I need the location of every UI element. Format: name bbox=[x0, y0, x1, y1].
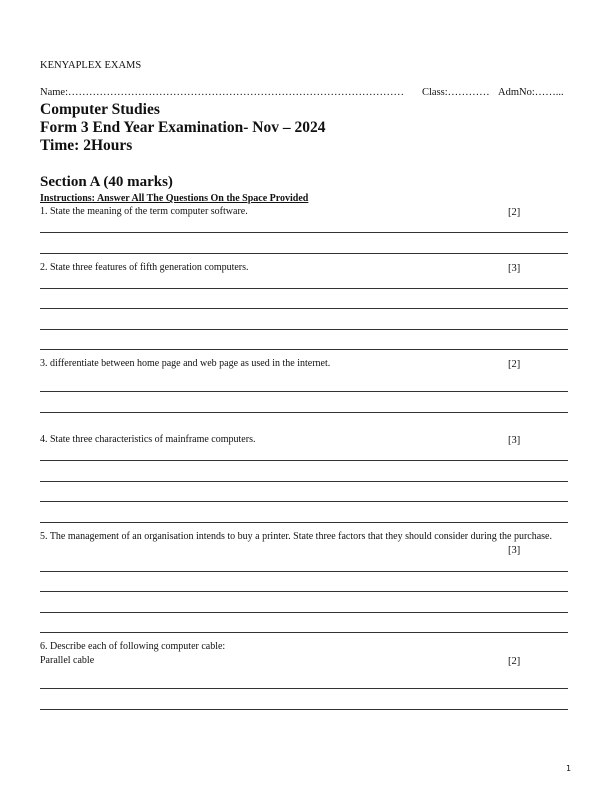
answer-line bbox=[40, 349, 568, 350]
answer-line bbox=[40, 329, 568, 330]
answer-line bbox=[40, 253, 568, 254]
answer-line bbox=[40, 481, 568, 482]
exam-board-name: KENYAPLEX EXAMS bbox=[40, 60, 142, 71]
exam-title: Form 3 End Year Examination- Nov – 2024 bbox=[40, 119, 326, 136]
question-2: 2. State three features of fifth generation computers. bbox=[40, 262, 249, 273]
answer-line bbox=[40, 612, 568, 613]
adm-field-line: AdmNo:……... bbox=[498, 87, 564, 98]
question-3-marks: [2] bbox=[508, 359, 521, 370]
question-5-marks: [3] bbox=[508, 545, 521, 556]
question-5: 5. The management of an organisation intends to buy a printer. State three factors that they should consider during the purchase. bbox=[40, 531, 552, 542]
answer-line bbox=[40, 571, 568, 572]
question-2-marks: [3] bbox=[508, 263, 521, 274]
instructions: Instructions: Answer All The Questions On the Space Provided bbox=[40, 193, 309, 204]
question-1-marks: [2] bbox=[508, 207, 521, 218]
answer-line bbox=[40, 391, 568, 392]
answer-line bbox=[40, 288, 568, 289]
page-number: 1 bbox=[566, 764, 572, 773]
subject-title: Computer Studies bbox=[40, 101, 160, 118]
answer-line bbox=[40, 232, 568, 233]
answer-line bbox=[40, 632, 568, 633]
answer-line bbox=[40, 522, 568, 523]
question-4-marks: [3] bbox=[508, 435, 521, 446]
answer-line bbox=[40, 412, 568, 413]
name-field-line: Name:…………………………………………………………………………………… bbox=[40, 87, 404, 98]
answer-line bbox=[40, 501, 568, 502]
question-6-marks: [2] bbox=[508, 656, 521, 667]
question-4: 4. State three characteristics of mainframe computers. bbox=[40, 434, 256, 445]
time-title: Time: 2Hours bbox=[40, 137, 133, 154]
section-title: Section A (40 marks) bbox=[40, 174, 173, 190]
answer-line bbox=[40, 460, 568, 461]
answer-line bbox=[40, 709, 568, 710]
question-1: 1. State the meaning of the term computer software. bbox=[40, 206, 248, 217]
answer-line bbox=[40, 591, 568, 592]
answer-line bbox=[40, 308, 568, 309]
question-6: 6. Describe each of following computer cable: bbox=[40, 641, 226, 652]
answer-line bbox=[40, 688, 568, 689]
class-field-line: Class:………… bbox=[422, 87, 490, 98]
question-6-subpart: Parallel cable bbox=[40, 655, 95, 666]
question-3: 3. differentiate between home page and web page as used in the internet. bbox=[40, 358, 331, 369]
